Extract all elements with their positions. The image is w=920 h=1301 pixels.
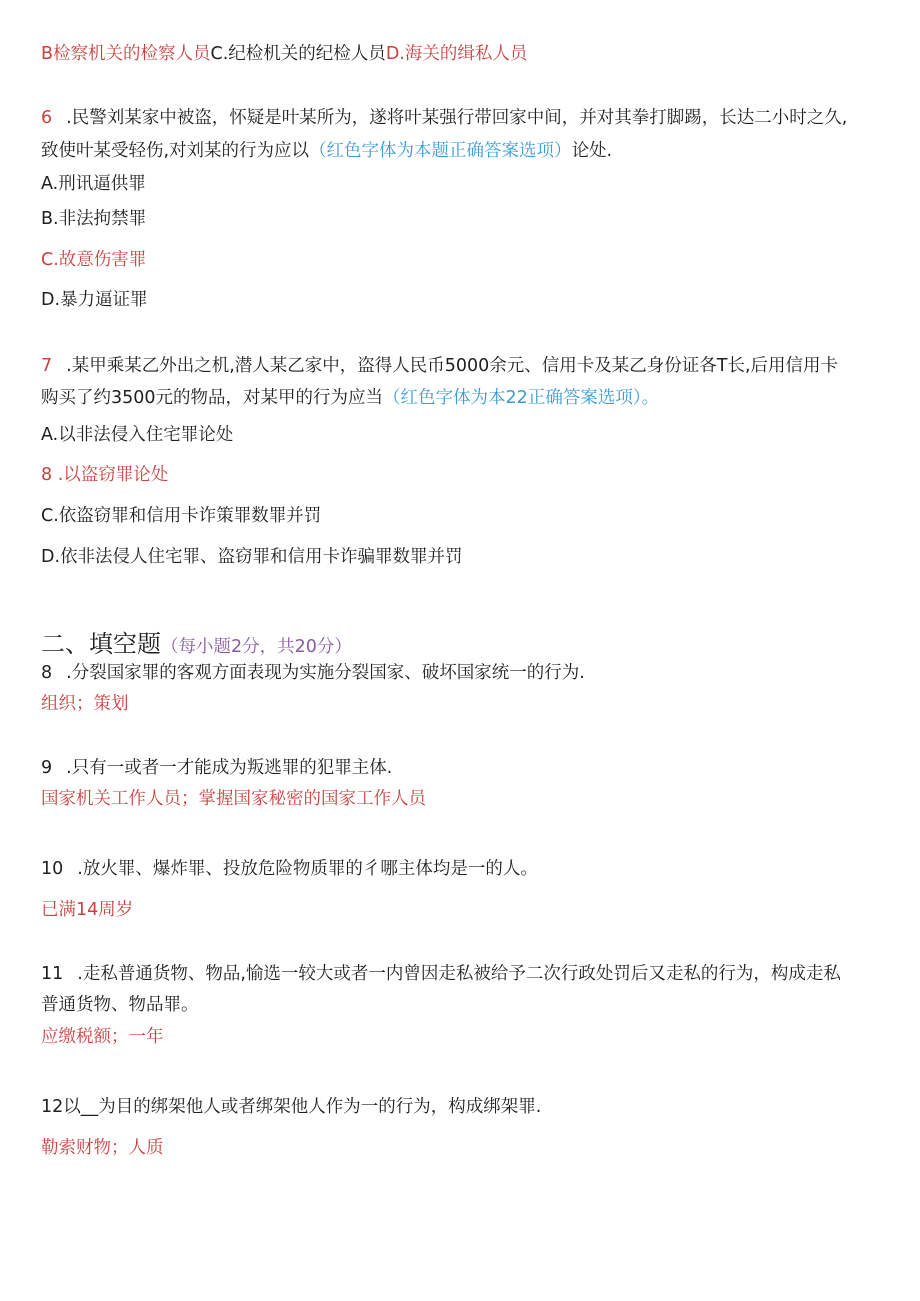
fill-11-text-line1: .走私普通货物、物品,愉选一较大或者一内曾因走私被给予二次行政处罚后又走私的行为，构成走私 (77, 964, 841, 984)
q7-answer-hint: （红色字体为本22正确答案选项）。 (383, 388, 660, 408)
q6-text-line2-pre: 致使叶某受轻伤,对刘某的行为应以 (41, 141, 310, 161)
fill-10-answer: 已满14周岁 (41, 900, 134, 920)
fill-9-answer: 国家机关工作人员；掌握国家秘密的国家工作人员 (41, 789, 426, 809)
option-d-answer: D.海关的缉私人员 (385, 44, 528, 64)
fill-8-text: .分裂国家罪的客观方面表现为实施分裂国家、破坏国家统一的行为. (66, 663, 585, 683)
q7-option-c: C.依盗窃罪和信用卡诈策罪数罪并罚 (41, 506, 322, 526)
q6-text-line2-post: 论处. (571, 141, 613, 161)
q7-option-b-answer: 8 .以盗窃罪论处 (41, 465, 169, 485)
fill-8-answer: 组织；策划 (41, 694, 129, 714)
fill-8-question (41, 661, 585, 685)
q7-number: 7 (41, 356, 53, 376)
q6-option-a: A.刑讯逼供罪 (41, 174, 146, 194)
option-b-answer: B检察机关的检察人员 (41, 44, 211, 64)
fill-9-question (41, 756, 392, 780)
fill-11-text-line2: 普通货物、物品罪。 (41, 995, 199, 1015)
fill-9-number: 9 (41, 758, 53, 778)
q6-line2 (41, 139, 612, 163)
fill-11-answer: 应缴税额；一年 (41, 1027, 164, 1047)
option-c: C.纪检机关的纪检人员 (210, 44, 386, 64)
fill-11-question-line1 (41, 962, 841, 986)
q6-text-line1: .民警刘某家中被盗，怀疑是叶某所为，遂将叶某强行带回家中间，并对其拳打脚踢，长达二小时之久, (66, 108, 848, 128)
q7-text-line1: .某甲乘某乙外出之机,潜人某乙家中，盗得人民币5000余元、信用卡及某乙身份证各T长,后用信用卡 (66, 356, 839, 376)
q7-option-d: D.依非法侵人住宅罪、盗窃罪和信用卡诈骗罪数罪并罚 (41, 547, 463, 567)
section-title: 二、填空题 (41, 630, 161, 658)
q7-line2 (41, 386, 659, 410)
q6-answer-hint: （红色字体为本题正确答案选项） (309, 141, 572, 161)
top-options-line (41, 42, 527, 66)
fill-9-text: .只有一或者一才能成为叛逃罪的犯罪主体. (66, 758, 393, 778)
section-note: （每小题2分，共20分） (161, 637, 352, 657)
q6-option-b: B.非法拘禁罪 (41, 209, 147, 229)
q7-option-a: A.以非法侵入住宅罪论处 (41, 425, 234, 445)
fill-11-number: 11 (41, 964, 64, 984)
q7-line1 (41, 354, 838, 378)
q6-option-c-answer: C.故意伤害罪 (41, 250, 147, 270)
fill-10-number: 10 (41, 859, 64, 879)
q6-option-d: D.暴力逼证罪 (41, 290, 148, 310)
q6-number: 6 (41, 108, 53, 128)
fill-8-number: 8 (41, 663, 53, 683)
section-heading (41, 624, 352, 659)
q7-text-line2-pre: 购买了约3500元的物品，对某甲的行为应当 (41, 388, 384, 408)
fill-10-question (41, 857, 538, 881)
fill-12-answer: 勒索财物；人质 (41, 1138, 164, 1158)
fill-12-question: 12以__为目的绑架他人或者绑架他人作为一的行为，构成绑架罪. (41, 1097, 542, 1117)
fill-10-text: .放火罪、爆炸罪、投放危险物质罪的彳哪主体均是一的人。 (77, 859, 538, 879)
q6-line1 (41, 106, 847, 130)
